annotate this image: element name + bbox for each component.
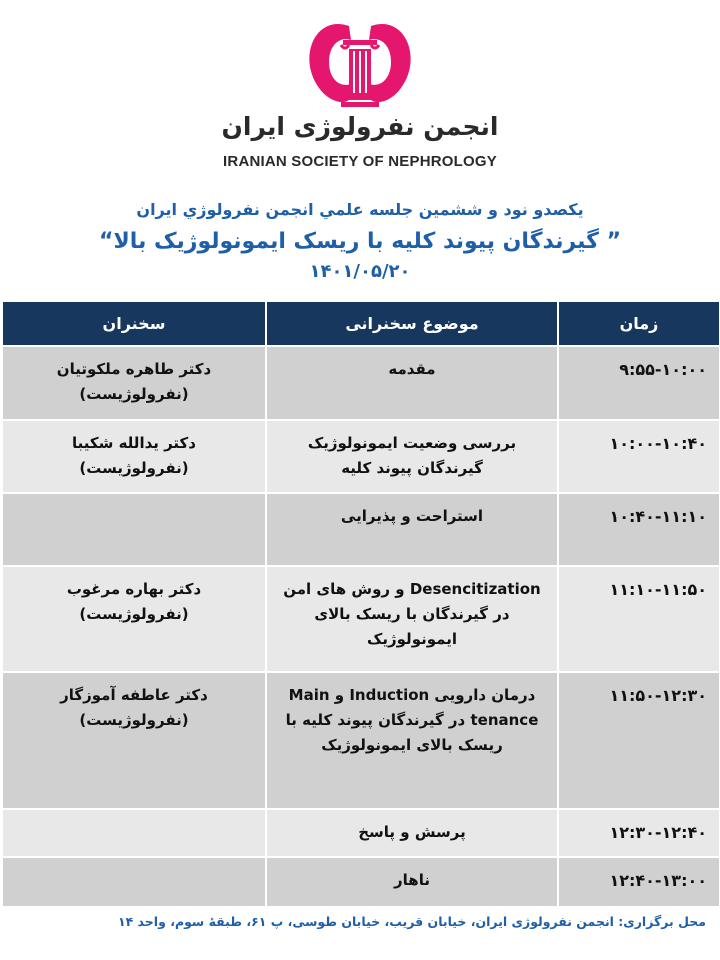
session-title: يکصدو نود و ششمين جلسه علمي انجمن نفرولوژي ايران [136, 200, 584, 219]
header-time: زمان [558, 301, 720, 346]
venue-address: محل برگزاری: انجمن نفرولوژی ایران، خیابان قریب، خیابان طوسی، پ ۶۱، طبقۀ سوم، واحد ۱۴ [117, 914, 706, 929]
logo-name-persian: انجمن نفرولوژی ایران [221, 112, 499, 141]
header-speaker: سخنران [2, 301, 266, 346]
schedule-table [1, 300, 720, 908]
row-topic: ناهار [394, 871, 430, 889]
logo-name-english: IRANIAN SOCIETY OF NEPHROLOGY [223, 153, 497, 170]
row-topic: استراحت و پذیرایی [340, 507, 484, 525]
row-time: ۱۰:۴۰-۱۱:۱۰ [609, 507, 707, 526]
row-speaker: دکتر طاهره ملکوتیان (نفرولوژیست) [56, 360, 212, 403]
row-speaker: دکتر یدالله شکیبا (نفرولوژیست) [72, 434, 196, 477]
society-logo [0, 0, 720, 180]
table-row [2, 420, 720, 493]
session-date: ۱۴۰۱/۰۵/۲۰ [309, 261, 411, 282]
row-time: ۱۲:۴۰-۱۳:۰۰ [609, 871, 707, 890]
row-time: ۹:۵۵-۱۰:۰۰ [619, 360, 707, 379]
row-topic: درمان دارویی Induction و Main tenance در گیرندگان پیوند کلیه با ریسک بالای ایمونولوژیک [285, 686, 539, 754]
table-header-row [2, 301, 720, 346]
row-topic: پرسش و پاسخ [358, 823, 466, 841]
row-time: ۱۰:۰۰-۱۰:۴۰ [609, 434, 707, 453]
table-row [2, 566, 720, 672]
row-time: ۱۱:۱۰-۱۱:۵۰ [609, 580, 707, 599]
row-speaker [3, 858, 265, 872]
row-topic: بررسی وضعیت ایمونولوژیک گیرندگان پیوند کلیه [307, 434, 517, 477]
table-row [2, 857, 720, 907]
table-row [2, 346, 720, 420]
table-row [2, 672, 720, 809]
session-topic: ” گیرندگان پیوند کلیه با ریسک ایمونولوژیک بالا“ [98, 229, 622, 254]
row-time: ۱۱:۵۰-۱۲:۳۰ [609, 686, 707, 705]
table-row [2, 493, 720, 566]
row-time: ۱۲:۳۰-۱۲:۴۰ [609, 823, 707, 842]
row-speaker [3, 494, 265, 508]
row-speaker [3, 810, 265, 824]
table-row [2, 809, 720, 857]
row-speaker: دکتر بهاره مرغوب (نفرولوژیست) [66, 580, 202, 623]
row-speaker: دکتر عاطفه آموزگار (نفرولوژیست) [60, 686, 208, 729]
row-topic: Desencitization و روش های امن در گیرندگان با ریسک بالای ایمونولوژیک [283, 580, 541, 648]
header-topic: موضوع سخنرانی [266, 301, 558, 346]
row-topic: مقدمه [388, 360, 436, 378]
kidney-column-icon [305, 18, 415, 113]
